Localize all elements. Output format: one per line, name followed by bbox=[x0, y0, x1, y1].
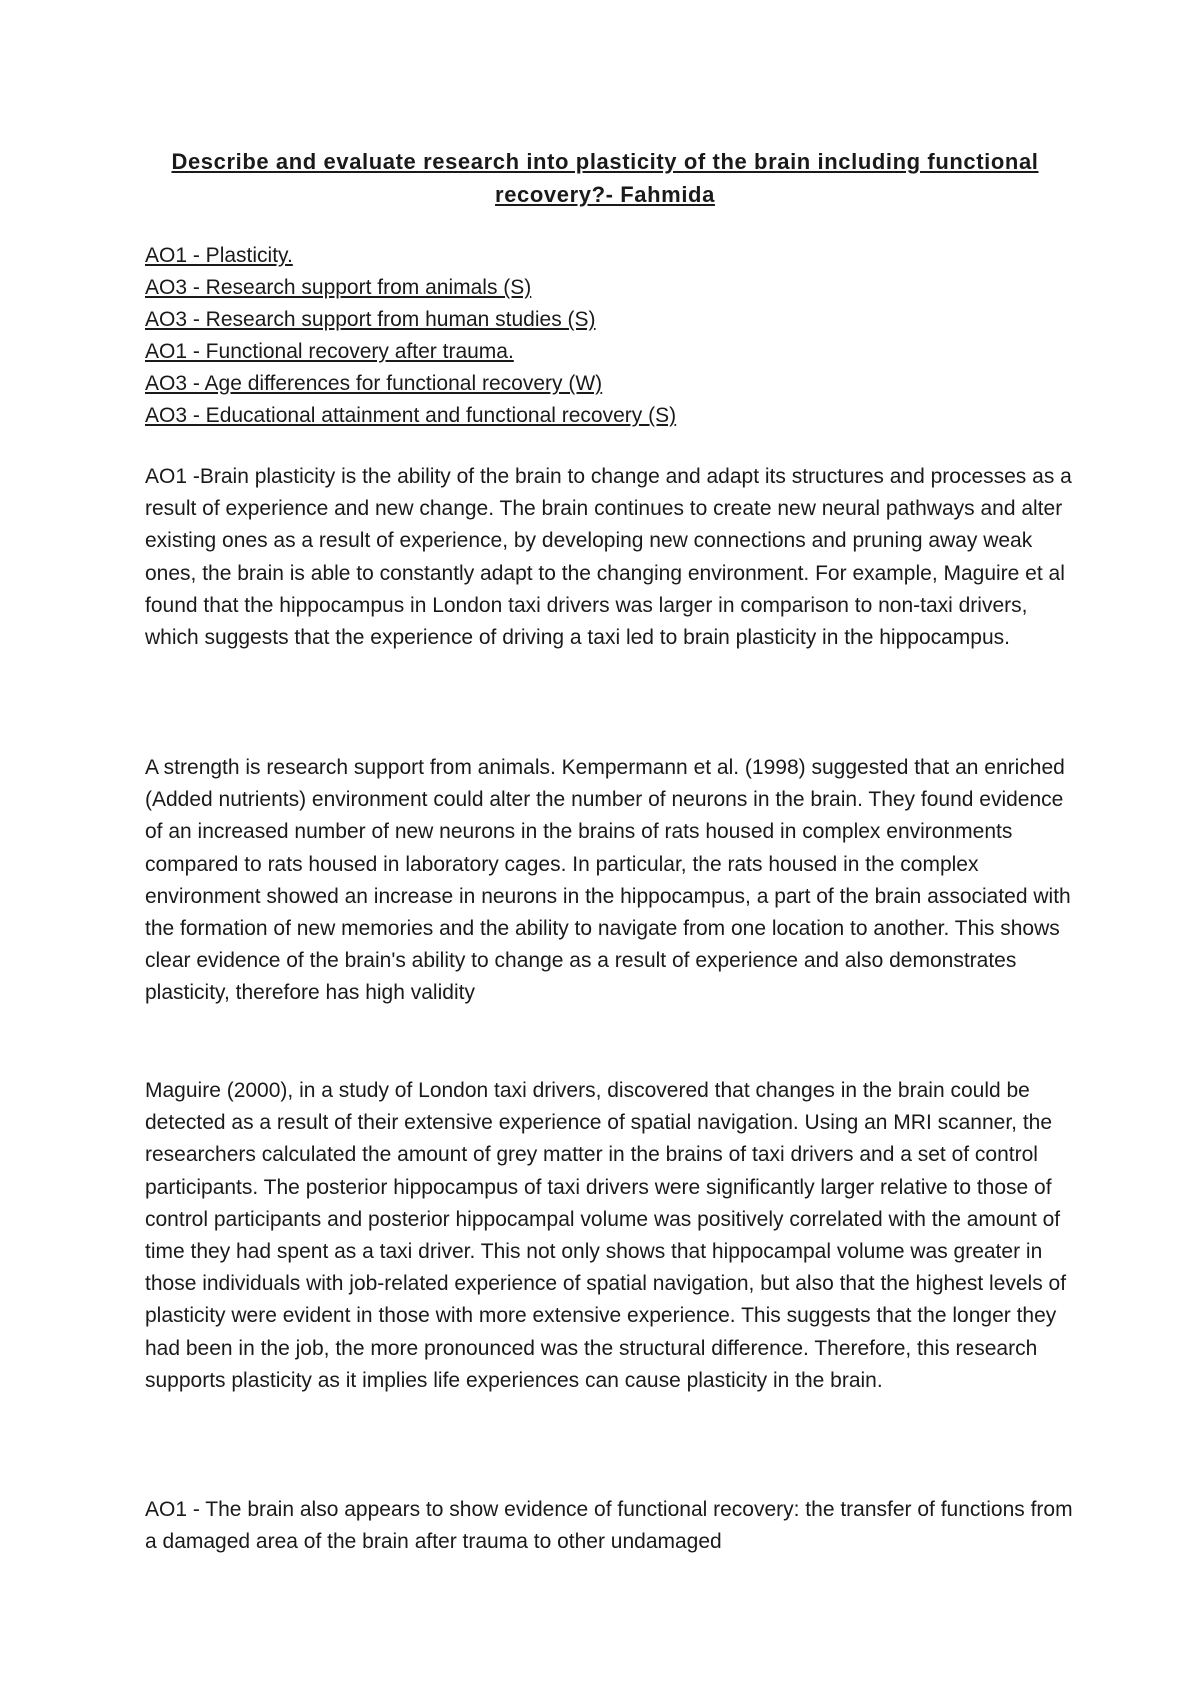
paragraph-human-research: Maguire (2000), in a study of London taxi drivers, discovered that changes in the brain could be detected as a result of their extensive experience of spatial navigation. Using an MRI scanner, the researchers calculated the amount of grey matter in the brains of taxi drivers and a set of control participants. The posterior hippocampus of taxi drivers were significantly larger relative to those of control participants and posterior hippocampal volume was positively correlated with the amount of time they had spent as a taxi driver. This not only shows that hippocampal volume was greater in those individuals with job-related experience of spatial navigation, but also that the highest levels of plasticity were evident in those with more extensive experience. This suggests that the longer they had been in the job, the more pronounced was the structural difference. Therefore, this research supports plasticity as it implies life experiences can cause plasticity in the brain. bbox=[145, 1079, 1067, 1392]
outline-item: AO1 - Plasticity. bbox=[145, 244, 293, 267]
paragraph-animal-research: A strength is research support from animals. Kempermann et al. (1998) suggested that an enriched (Added nutrients) environment could alter the number of neurons in the brain. They found evidence of an increased number of new neurons in the brains of rats housed in complex environments compared to rats housed in laboratory cages. In particular, the rats housed in the complex environment showed an increase in neurons in the hippocampus, a part of the brain associated with the formation of new memories and the ability to navigate from one location to another. This shows clear evidence of the brain's ability to change as a result of experience and also demonstrates plasticity, therefore has high validity bbox=[145, 756, 1071, 1005]
outline-item: AO3 - Research support from human studies (S) bbox=[145, 308, 596, 331]
outline-item: AO3 - Educational attainment and functional recovery (S) bbox=[145, 404, 677, 427]
document-title: Describe and evaluate research into plasticity of the brain including functional recovery?- Fahmida bbox=[171, 149, 1039, 207]
paragraph-ao1-plasticity: AO1 -Brain plasticity is the ability of the brain to change and adapt its structures and processes as a result of experience and new change. The brain continues to create new neural pathways and alter existing ones as a result of experience, by developing new connections and pruning away weak ones, the brain is able to constantly adapt to the changing environment. For example, Maguire et al found that the hippocampus in London taxi drivers was larger in comparison to non-taxi drivers, which suggests that the experience of driving a taxi led to brain plasticity in the hippocampus. bbox=[145, 465, 1072, 650]
essay-outline-list bbox=[145, 240, 1065, 432]
paragraph-ao1-functional-recovery: AO1 - The brain also appears to show evidence of functional recovery: the transfer of functions from a damaged area of the brain after trauma to other undamaged bbox=[145, 1498, 1073, 1554]
outline-item: AO3 - Research support from animals (S) bbox=[145, 276, 532, 299]
outline-item: AO3 - Age differences for functional recovery (W) bbox=[145, 372, 603, 395]
outline-item: AO1 - Functional recovery after trauma. bbox=[145, 340, 514, 363]
